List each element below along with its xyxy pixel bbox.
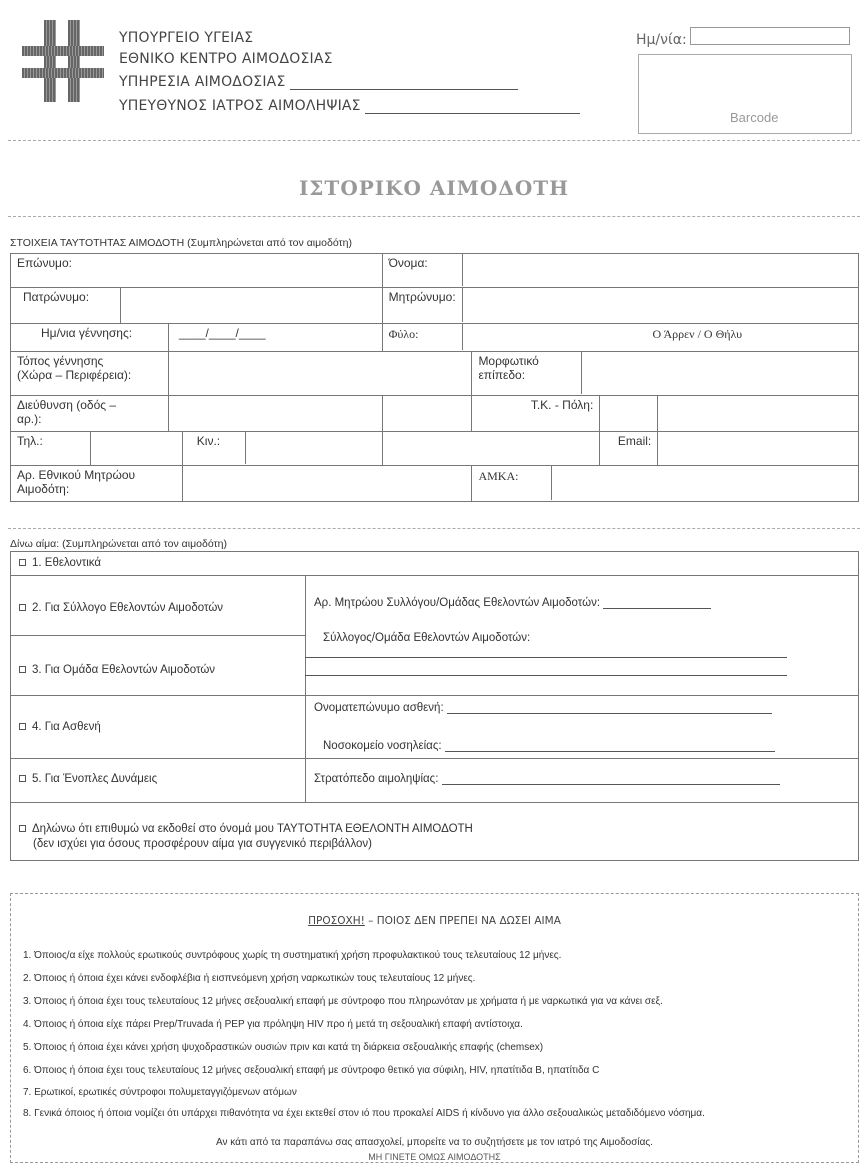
divider — [8, 216, 860, 217]
registry-label: Αρ. Εθνικού Μητρώου Αιμοδότη: — [11, 466, 183, 502]
warning-item: 1. Όποιος/α είχε πολλούς ερωτικούς συντρόφους χωρίς τη συστηματική χρήση προφυλακτικού τους τελευταίους 12 μήνες. — [23, 950, 562, 961]
patient-name-line[interactable] — [447, 704, 772, 714]
name-field[interactable] — [463, 254, 858, 286]
name-label: Όνομα: — [383, 254, 463, 286]
service-line[interactable] — [290, 78, 518, 90]
amka-label: ΑΜΚΑ: — [472, 466, 552, 500]
warning-item: 5. Όποιος ή όποια έχει κάνει χρήση ψυχοδραστικών ουσιών πριν και κατά τη διάρκεια σεξουαλικής επαφής (chemsex) — [23, 1042, 544, 1053]
center-name: ΕΘΝΙΚΟ ΚΕΝΤΡΟ ΑΙΜΟΔΟΣΙΑΣ — [119, 51, 333, 67]
option-association[interactable]: 2. Για Σύλλογο Εθελοντών Αιμοδοτών — [19, 602, 223, 614]
mobile-field-ext[interactable] — [382, 432, 600, 466]
postal-label: Τ.Κ. - Πόλη: — [472, 396, 600, 432]
volunteer-id-note: (δεν ισχύει για όσους προσφέρουν αίμα για συγγενικό περιβάλλον) — [33, 838, 373, 850]
phone-field[interactable] — [90, 432, 182, 466]
birthdate-field[interactable]: ____/____/____ — [168, 324, 382, 352]
assoc-name-line-1[interactable] — [305, 657, 787, 658]
checkbox-icon — [19, 559, 26, 566]
surname-cell[interactable] — [11, 254, 383, 288]
patient-name-label: Ονοματεπώνυμο ασθενή: — [314, 702, 772, 714]
registry-field[interactable] — [182, 466, 472, 502]
warning-item: 7. Ερωτικοί, ερωτικές σύντροφοι πολυμεταγγιζόμενων ατόμων — [23, 1087, 297, 1098]
hospital-line[interactable] — [445, 742, 775, 752]
assoc-name-label: Σύλλογος/Ομάδα Εθελοντών Αιμοδοτών: — [323, 632, 531, 644]
birthdate-label: Ημ/νια γέννησης: — [11, 324, 169, 352]
date-field[interactable] — [690, 27, 850, 45]
doctor-line[interactable] — [365, 102, 580, 114]
warning-item: 6. Όποιος ή όποια έχει τους τελευταίους 12 μήνες σεξουαλική επαφή με σύντροφο θετικό για σύφιλη, HIV, ηπατίτιδα Β, ηπατίτιδα C — [23, 1065, 600, 1076]
service-label: ΥΠΗΡΕΣΙΑ ΑΙΜΟΔΟΣΙΑΣ — [119, 74, 518, 90]
checkbox-icon — [19, 723, 26, 730]
barcode-label: Barcode — [730, 110, 779, 125]
address-label: Διεύθυνση (οδός – αρ.): — [11, 396, 169, 432]
birthplace-label: Τόπος γέννησης (Χώρα – Περιφέρεια): — [11, 352, 169, 396]
volunteer-id-declaration[interactable]: Δηλώνω ότι επιθυμώ να εκδοθεί στο όνομά μου ΤΑΥΤΟΤΗΤΑ ΕΘΕΛΟΝΤΗ ΑΙΜΟΔΟΤΗ — [19, 823, 473, 835]
camp-label: Στρατόπεδο αιμοληψίας: — [314, 773, 780, 785]
email-field[interactable] — [658, 432, 859, 466]
address-number-field[interactable] — [382, 396, 472, 432]
checkbox-icon — [19, 604, 26, 611]
mother-field[interactable] — [463, 288, 858, 322]
option-patient[interactable]: 4. Για Ασθενή — [19, 721, 101, 733]
mobile-label: Κιν.: — [196, 434, 221, 448]
warning-footer: Αν κάτι από τα παραπάνω σας απασχολεί, μπορείτε να το συζητήσετε με τον ιατρό της Αιμοδοσίας. — [216, 1137, 653, 1148]
hospital-label: Νοσοκομείο νοσηλείας: — [323, 740, 775, 752]
address-field[interactable] — [168, 396, 382, 432]
warning-item: 2. Όποιος ή όποια έχει κάνει ενδοφλέβια ή εισπνεόμενη χρήση ναρκωτικών τους τελευταίους 12 μήνες. — [23, 973, 476, 984]
education-field[interactable] — [582, 352, 858, 394]
option-group[interactable]: 3. Για Ομάδα Εθελοντών Αιμοδοτών — [19, 664, 215, 676]
email-label: Email: — [600, 432, 658, 466]
sex-label: Φύλο: — [383, 324, 463, 350]
warning-footer-caps: ΜΗ ΓΙΝΕΤΕ ΟΜΩΣ ΑΙΜΟΔΟΤΗΣ — [368, 1152, 501, 1162]
identity-table — [10, 253, 859, 502]
cross-logo-icon — [22, 20, 104, 102]
camp-line[interactable] — [442, 775, 780, 785]
divider — [8, 140, 860, 141]
identity-section-label: ΣΤΟΙΧΕΙΑ ΤΑΥΤΟΤΗΤΑΣ ΑΙΜΟΔΟΤΗ (Συμπληρώνεται από τον αιμοδότη) — [10, 237, 353, 249]
mother-label: Μητρώνυμο: — [383, 288, 463, 322]
assoc-registry-line[interactable] — [603, 599, 711, 609]
surname-label: Επώνυμο: — [17, 256, 72, 270]
father-label: Πατρώνυμο: — [11, 288, 121, 324]
phone-label: Τηλ.: — [11, 432, 91, 466]
page-title: ΙΣΤΟΡΙΚΟ ΑΙΜΟΔΟΤΗ — [298, 176, 570, 200]
amka-field[interactable] — [552, 466, 858, 500]
warning-item: 3. Όποιος ή όποια έχει τους τελευταίους 12 μήνες σεξουαλική επαφή με σύντροφο που πληρωνόταν με χρήματα ή με ναρκωτικά για να κάνει σεξ. — [23, 996, 663, 1007]
sex-options[interactable]: Ο Άρρεν / Ο Θήλυ — [652, 327, 743, 341]
donation-box — [10, 551, 859, 861]
checkbox-icon — [19, 666, 26, 673]
education-label: Μορφωτικό επίπεδο: — [472, 352, 582, 394]
warning-box — [10, 893, 859, 1163]
ministry-name: ΥΠΟΥΡΓΕΙΟ ΥΓΕΙΑΣ — [119, 30, 254, 46]
doctor-label: ΥΠΕΥΘΥΝΟΣ ΙΑΤΡΟΣ ΑΙΜΟΛΗΨΙΑΣ — [119, 98, 580, 114]
city-field[interactable] — [658, 396, 859, 432]
postal-field[interactable] — [600, 396, 658, 432]
date-label: Ημ/νία: — [636, 32, 687, 48]
father-field[interactable] — [120, 288, 382, 324]
warning-item: 4. Όποιος ή όποια είχε πάρει Prep/Truvada ή PEP για πρόληψη HIV προ ή μετά τη σεξουαλική επαφή αντίστοιχα. — [23, 1019, 523, 1030]
assoc-registry-label: Αρ. Μητρώου Συλλόγου/Ομάδας Εθελοντών Αιμοδοτών: — [314, 597, 711, 609]
divider — [8, 528, 860, 529]
checkbox-icon — [19, 775, 26, 782]
warning-title: ΠΡΟΣΟΧΗ! – ΠΟΙΟΣ ΔΕΝ ΠΡΕΠΕΙ ΝΑ ΔΩΣΕΙ ΑΙΜΑ — [308, 915, 561, 927]
checkbox-icon — [19, 825, 26, 832]
mobile-field[interactable] — [245, 432, 382, 464]
assoc-name-line-2[interactable] — [305, 675, 787, 676]
birthplace-field[interactable] — [168, 352, 472, 396]
donation-section-label: Δίνω αίμα: (Συμπληρώνεται από τον αιμοδότη) — [10, 538, 227, 550]
option-voluntary[interactable]: 1. Εθελοντικά — [19, 557, 101, 569]
option-armed-forces[interactable]: 5. Για Ένοπλες Δυνάμεις — [19, 773, 157, 785]
warning-item: 8. Γενικά όποιος ή όποια νομίζει ότι υπάρχει πιθανότητα να έχει εκτεθεί στον ιό που προκαλεί AIDS ή κίνδυνο για άλλο σεξουαλικώς μεταδιδόμενο νόσημα. — [23, 1108, 705, 1119]
